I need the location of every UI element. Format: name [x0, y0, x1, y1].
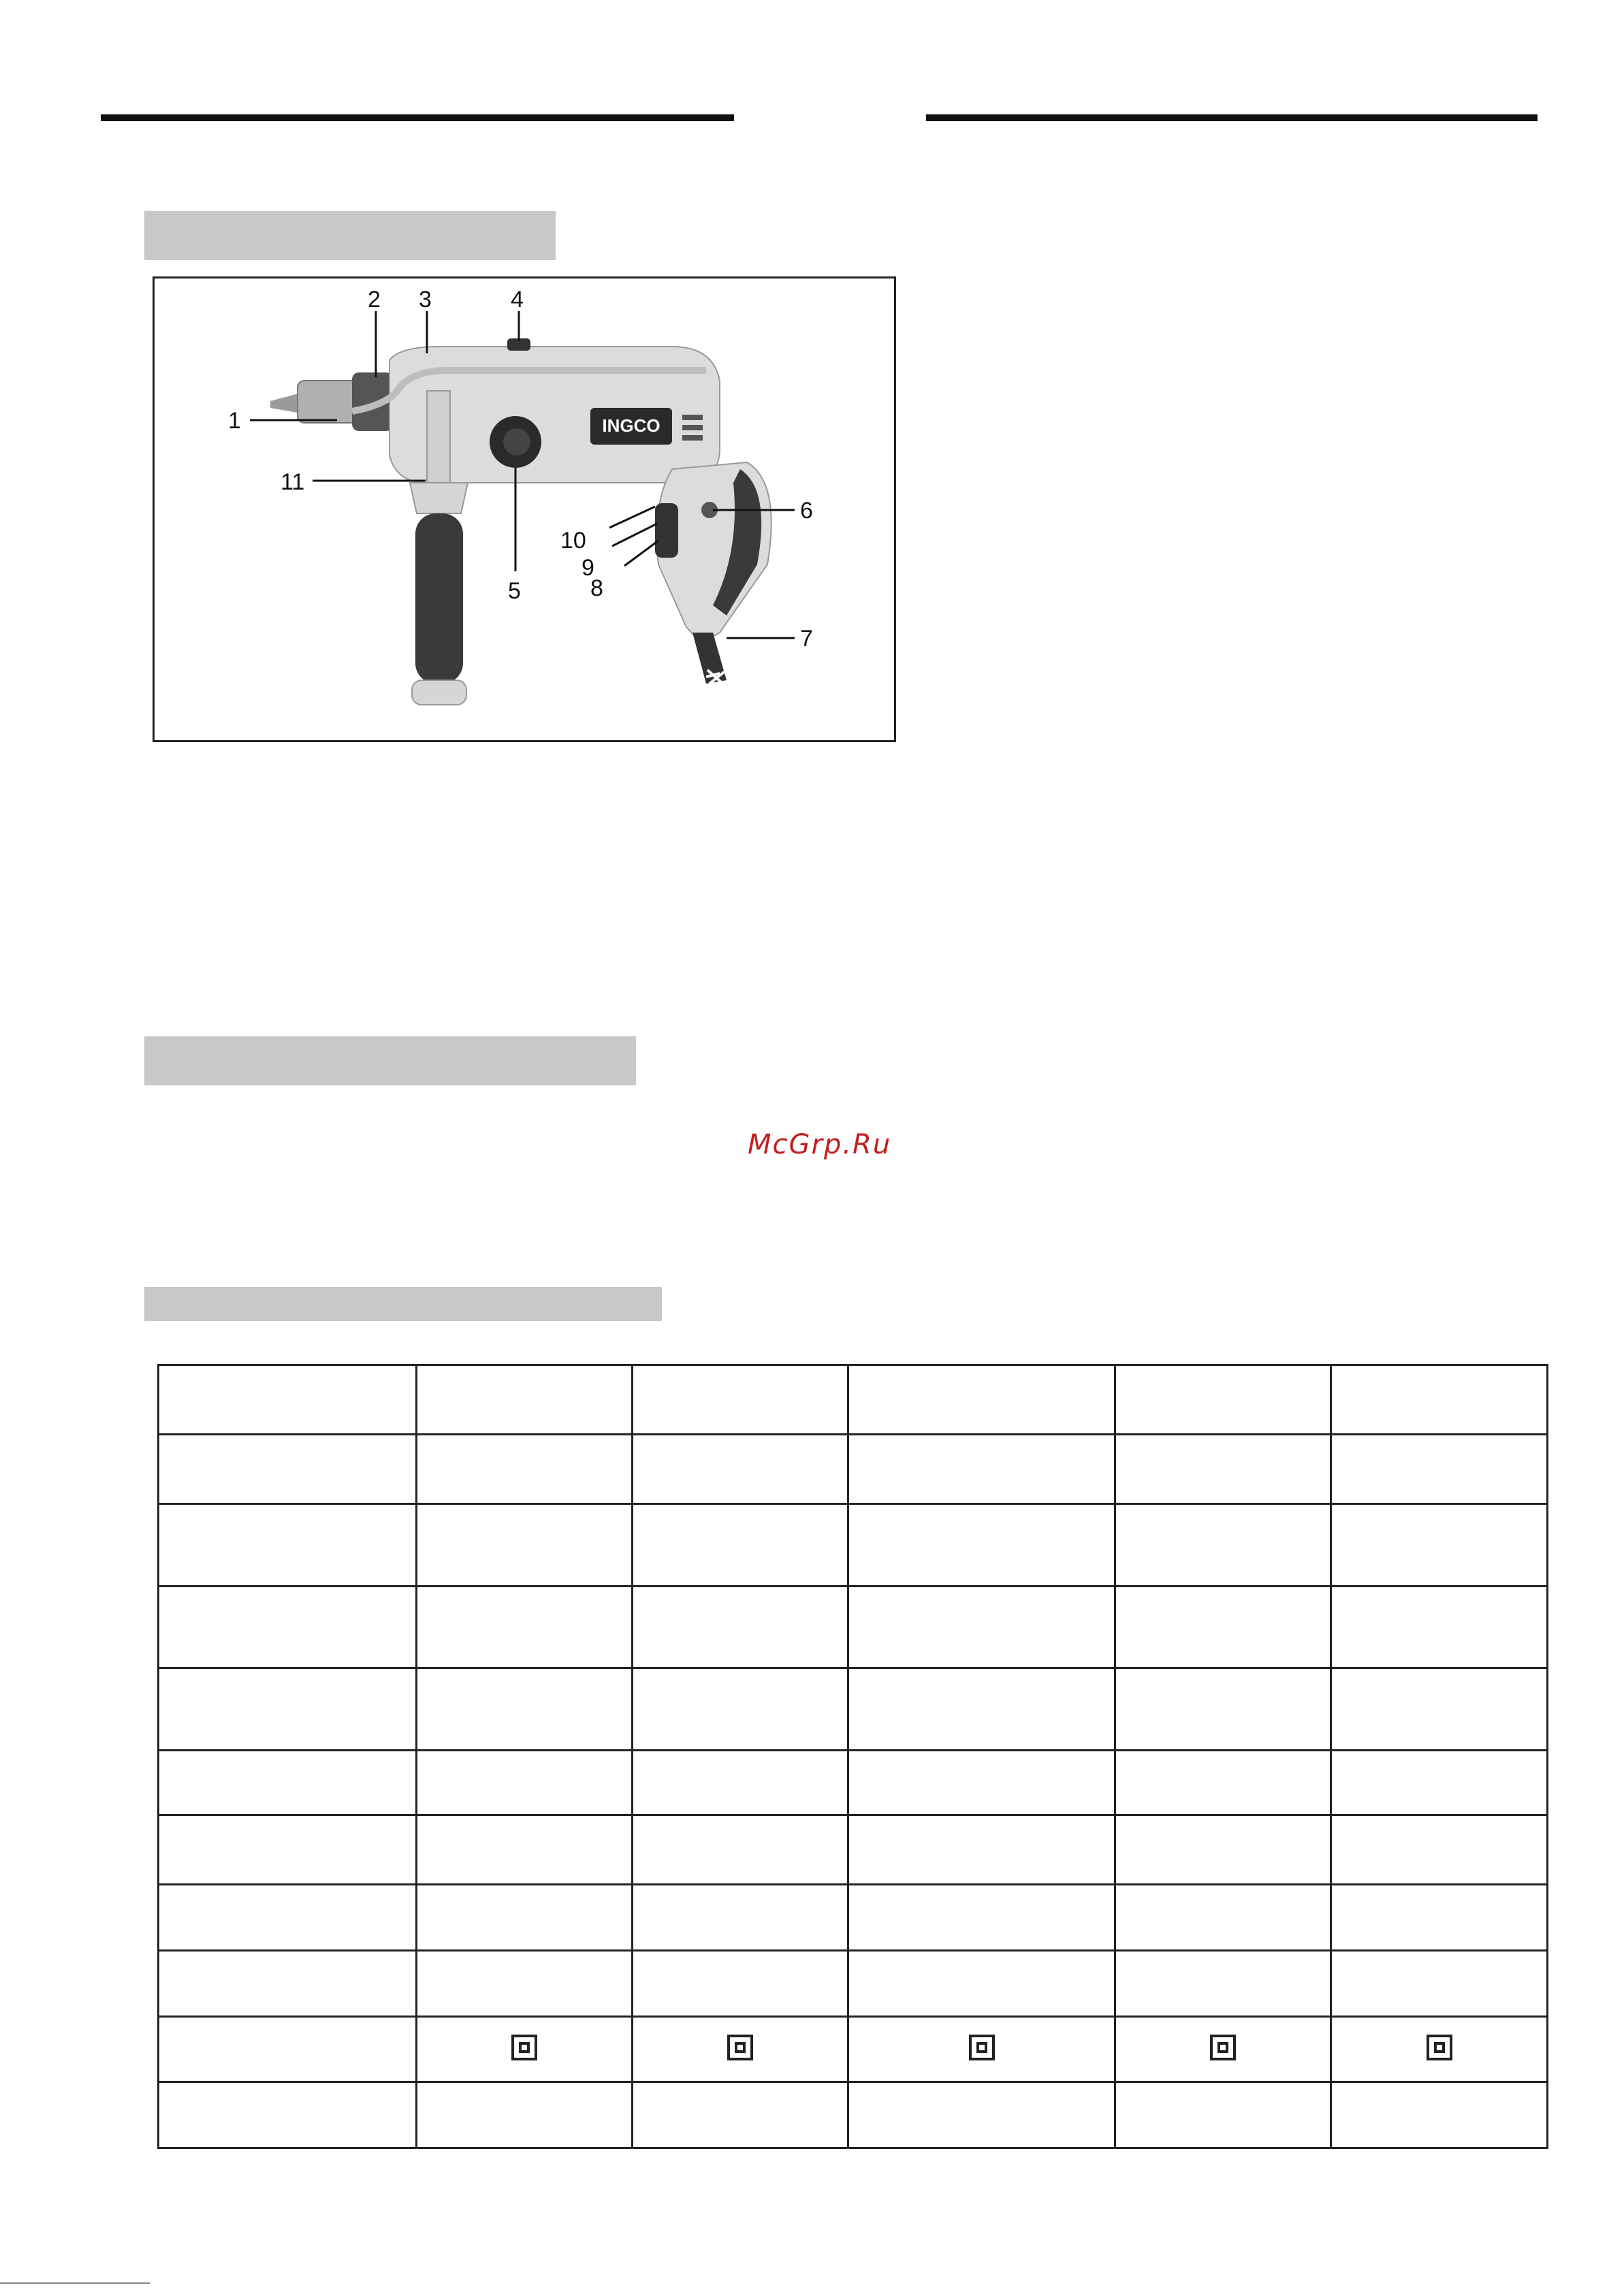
double-insulation-icon [727, 2035, 753, 2060]
table-cell [1115, 1668, 1331, 1751]
table-cell [848, 1815, 1115, 1885]
table-cell [417, 1586, 633, 1668]
table-cell [1331, 1365, 1548, 1435]
table-cell [633, 1885, 848, 1951]
table-row [159, 1586, 1548, 1668]
table-cell [633, 1586, 848, 1668]
page-edge-mark [0, 2282, 150, 2284]
section-heading-band-1 [144, 211, 556, 260]
table-cell [159, 1435, 417, 1504]
table-cell [1331, 1950, 1548, 2016]
table-cell [633, 2016, 848, 2082]
table-cell [1331, 1668, 1548, 1751]
table-row [159, 1950, 1548, 2016]
table-cell [848, 2016, 1115, 2082]
trigger-switch [655, 503, 678, 558]
table-cell [1331, 2016, 1548, 2082]
callout-11: 11 [281, 469, 305, 495]
table-cell [1331, 1504, 1548, 1587]
brand-logo: INGCO [602, 415, 660, 436]
table-row [159, 1815, 1548, 1885]
callout-2: 2 [368, 287, 381, 313]
table-cell [1115, 1750, 1331, 1815]
table-row [159, 1435, 1548, 1504]
table-cell [848, 1365, 1115, 1435]
table-cell [848, 1586, 1115, 1668]
table-cell [1115, 2016, 1331, 2082]
table-cell [417, 1668, 633, 1751]
callout-1: 1 [228, 408, 241, 434]
table-cell [417, 1950, 633, 2016]
table-cell [1331, 1435, 1548, 1504]
table-cell [159, 1885, 417, 1951]
table-cell [848, 1885, 1115, 1951]
callout-5: 5 [508, 578, 521, 604]
table-cell [417, 1365, 633, 1435]
table-cell [1115, 1504, 1331, 1587]
table-cell [633, 1750, 848, 1815]
table-cell [417, 1504, 633, 1587]
table-cell [848, 1950, 1115, 2016]
table-cell [848, 1668, 1115, 1751]
table-cell [848, 1504, 1115, 1587]
table-cell [159, 1815, 417, 1885]
table-cell [417, 1435, 633, 1504]
table-cell [417, 2082, 633, 2148]
table-cell [417, 1750, 633, 1815]
callout-3: 3 [419, 287, 432, 313]
callout-9: 9 [582, 555, 594, 581]
table-cell [1331, 1815, 1548, 1885]
table-cell [417, 2016, 633, 2082]
table-cell [159, 1668, 417, 1751]
side-handle-grip [415, 513, 463, 684]
drill-illustration [155, 278, 894, 740]
table-cell [1115, 2082, 1331, 2148]
double-insulation-icon [1210, 2035, 1236, 2060]
table-cell [848, 1435, 1115, 1504]
callout-10: 10 [560, 528, 586, 554]
table-cell [159, 1504, 417, 1587]
table-cell [159, 1586, 417, 1668]
depth-gauge-rod [447, 367, 706, 374]
table-cell [633, 1815, 848, 1885]
table-cell [1115, 1586, 1331, 1668]
table-row [159, 1365, 1548, 1435]
table-cell [633, 1950, 848, 2016]
header-rule-right [926, 114, 1538, 121]
table-row [159, 1750, 1548, 1815]
callout-7: 7 [800, 626, 813, 652]
table-cell [159, 2082, 417, 2148]
callout-8: 8 [590, 575, 603, 601]
vent-slot [682, 415, 703, 420]
watermark: McGrp.Ru [748, 1129, 892, 1160]
table-cell [417, 1815, 633, 1885]
table-cell [633, 2082, 848, 2148]
section-heading-band-2 [144, 1036, 636, 1085]
table-cell [159, 2016, 417, 2082]
table-cell [633, 1668, 848, 1751]
table-cell [633, 1365, 848, 1435]
double-insulation-icon [969, 2035, 995, 2060]
callout-4: 4 [511, 287, 524, 313]
table-cell [633, 1504, 848, 1587]
vent-slot [682, 425, 703, 430]
table-row [159, 2082, 1548, 2148]
table-cell [159, 1365, 417, 1435]
table-row [159, 1885, 1548, 1951]
table-cell [1115, 1365, 1331, 1435]
table-cell [848, 1750, 1115, 1815]
table-cell [1331, 2082, 1548, 2148]
spec-table [157, 1364, 1548, 2149]
header-rule-left [101, 114, 734, 121]
table-cell [1115, 1950, 1331, 2016]
vent-slot [682, 435, 703, 441]
table-row [159, 1668, 1548, 1751]
table-cell [1331, 1586, 1548, 1668]
side-handle-cap [412, 680, 466, 705]
table-cell [159, 1750, 417, 1815]
drill-chuck [298, 381, 359, 423]
table-cell [1331, 1750, 1548, 1815]
gear-selector-center [503, 428, 530, 456]
table-cell [1115, 1435, 1331, 1504]
table-cell [848, 2082, 1115, 2148]
table-cell [633, 1435, 848, 1504]
double-insulation-icon [1427, 2035, 1452, 2060]
section-heading-band-3 [144, 1287, 662, 1321]
product-diagram [153, 276, 896, 742]
callout-6: 6 [800, 498, 813, 524]
table-row [159, 2016, 1548, 2082]
side-handle-post [427, 391, 450, 486]
drill-chuck-tip [270, 393, 301, 413]
side-handle-collar [410, 483, 468, 513]
table-cell [159, 1950, 417, 2016]
table-cell [1115, 1885, 1331, 1951]
table-cell [417, 1885, 633, 1951]
table-cell [1331, 1885, 1548, 1951]
table-row [159, 1504, 1548, 1587]
table-cell [1115, 1815, 1331, 1885]
double-insulation-icon [511, 2035, 537, 2060]
